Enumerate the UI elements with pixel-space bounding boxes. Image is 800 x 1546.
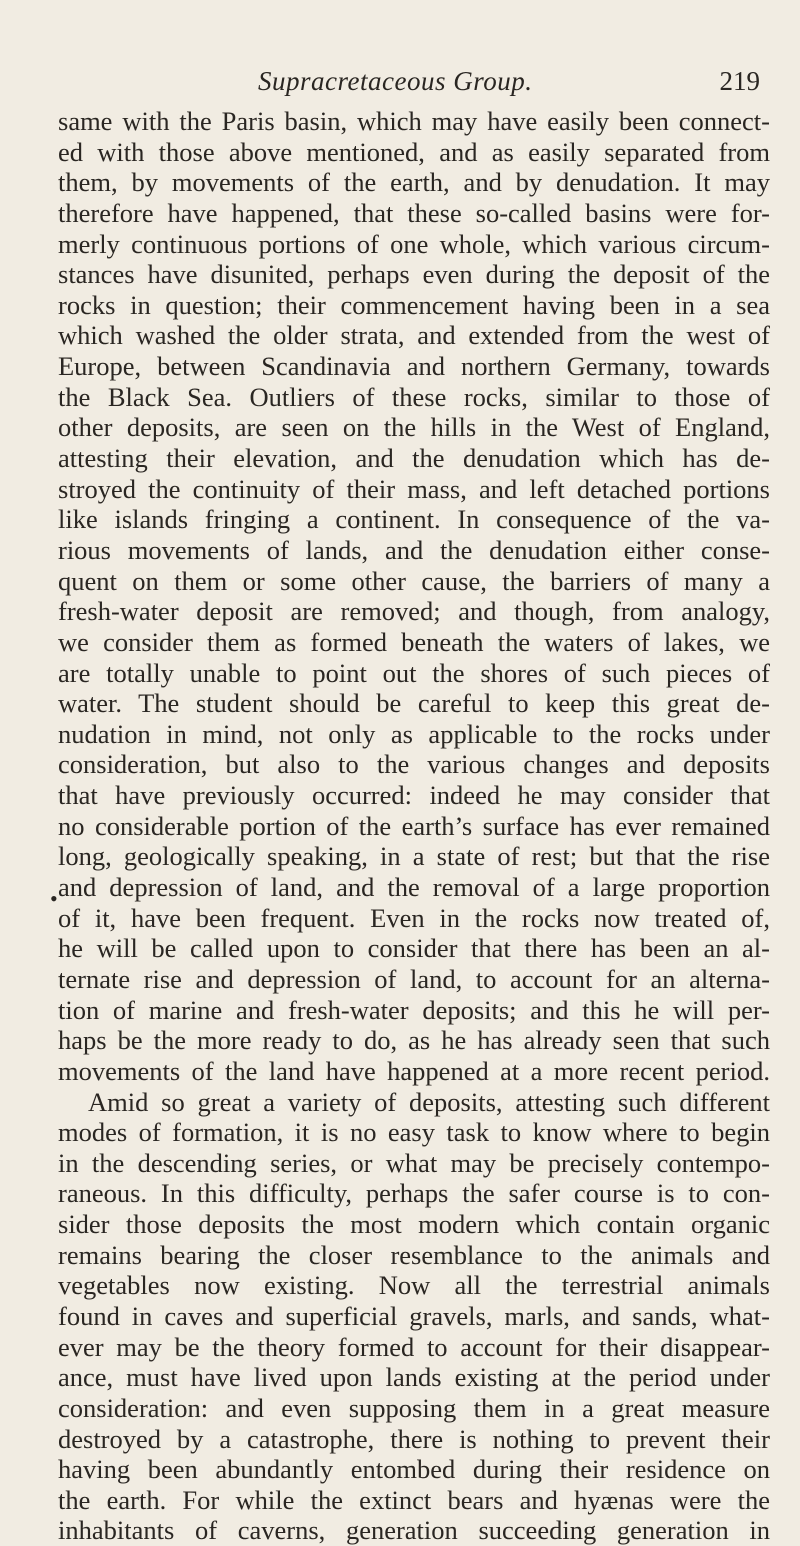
text-line: long, geologically speaking, in a state of rest; but that the rise (58, 841, 770, 872)
text-line: found in caves and superficial gravels, marls, and sands, what- (58, 1300, 770, 1331)
text-line: consideration: and even supposing them in a great measure (58, 1392, 770, 1423)
text-line: are totally unable to point out the shores of such pieces of (58, 657, 770, 688)
text-line: ance, must have lived upon lands existing at the period under (58, 1362, 770, 1393)
text-line: we consider them as formed beneath the waters of lakes, we (58, 626, 770, 657)
text-line: rocks in question; their commencement having been in a sea (58, 289, 770, 320)
text-line: fresh-water deposit are removed; and though, from analogy, (58, 596, 770, 627)
text-line: stroyed the continuity of their mass, and left detached portions (58, 473, 770, 504)
text-line: quent on them or some other cause, the barriers of many a (58, 565, 770, 596)
text-line: inhabitants of caverns, generation succeeding generation in (58, 1515, 770, 1546)
text-line: merly continuous portions of one whole, which various circum- (58, 228, 770, 259)
text-line: same with the Paris basin, which may have easily been connect- (58, 106, 770, 136)
text-line: the earth. For while the extinct bears and hyænas were the (58, 1484, 770, 1515)
text-line: Amid so great a variety of deposits, attesting such different (88, 1086, 770, 1117)
text-line: the Black Sea. Outliers of these rocks, similar to those of (58, 381, 770, 412)
text-line: which washed the older strata, and extended from the west of (58, 320, 770, 351)
text-line: stances have disunited, perhaps even during the deposit of the (58, 259, 770, 290)
page-number: 219 (719, 66, 760, 96)
text-line: destroyed by a catastrophe, there is nothing to prevent their (58, 1423, 770, 1454)
text-line: that have previously occurred: indeed he may consider that (58, 780, 770, 811)
text-line: in the descending series, or what may be precisely contempo- (58, 1147, 770, 1178)
text-line: and depression of land, and the removal of a large proportion (58, 872, 770, 903)
text-line: other deposits, are seen on the hills in the West of England, (58, 412, 770, 443)
text-line: ed with those above mentioned, and as easily separated from (58, 136, 770, 167)
text-line: ever may be the theory formed to account for their disappear- (58, 1331, 770, 1362)
text-line: haps be the more ready to do, as he has already seen that such (58, 1025, 770, 1056)
text-line: vegetables now existing. Now all the terrestrial animals (58, 1270, 770, 1301)
margin-mark: • (50, 886, 58, 911)
running-head: Supracretaceous Group. (258, 66, 533, 96)
text-line: tion of marine and fresh-water deposits; and this he will per- (58, 994, 770, 1025)
text-line: raneous. In this difficulty, perhaps the safer course is to con- (58, 1178, 770, 1209)
text-line: movements of the land have happened at a more recent period. (58, 1055, 770, 1086)
text-line: like islands fringing a continent. In consequence of the va- (58, 504, 770, 535)
text-line: therefore have happened, that these so-called basins were for- (58, 197, 770, 228)
text-line: ternate rise and depression of land, to account for an alterna- (58, 963, 770, 994)
body-text (58, 106, 770, 1546)
text-line: them, by movements of the earth, and by denudation. It may (58, 167, 770, 198)
text-line: of it, have been frequent. Even in the rocks now treated of, (58, 902, 770, 933)
text-line: consideration, but also to the various changes and deposits (58, 749, 770, 780)
text-line: having been abundantly entombed during their residence on (58, 1454, 770, 1485)
text-line: sider those deposits the most modern which contain organic (58, 1209, 770, 1240)
text-line: rious movements of lands, and the denudation either conse- (58, 534, 770, 565)
text-line: remains bearing the closer resemblance to the animals and (58, 1239, 770, 1270)
text-line: nudation in mind, not only as applicable to the rocks under (58, 718, 770, 749)
text-line: water. The student should be careful to keep this great de- (58, 688, 770, 719)
text-line: no considerable portion of the earth’s surface has ever remained (58, 810, 770, 841)
text-line: he will be called upon to consider that there has been an al- (58, 933, 770, 964)
text-line: attesting their elevation, and the denudation which has de- (58, 443, 770, 474)
text-line: Europe, between Scandinavia and northern Germany, towards (58, 351, 770, 382)
text-line: modes of formation, it is no easy task to know where to begin (58, 1117, 770, 1148)
